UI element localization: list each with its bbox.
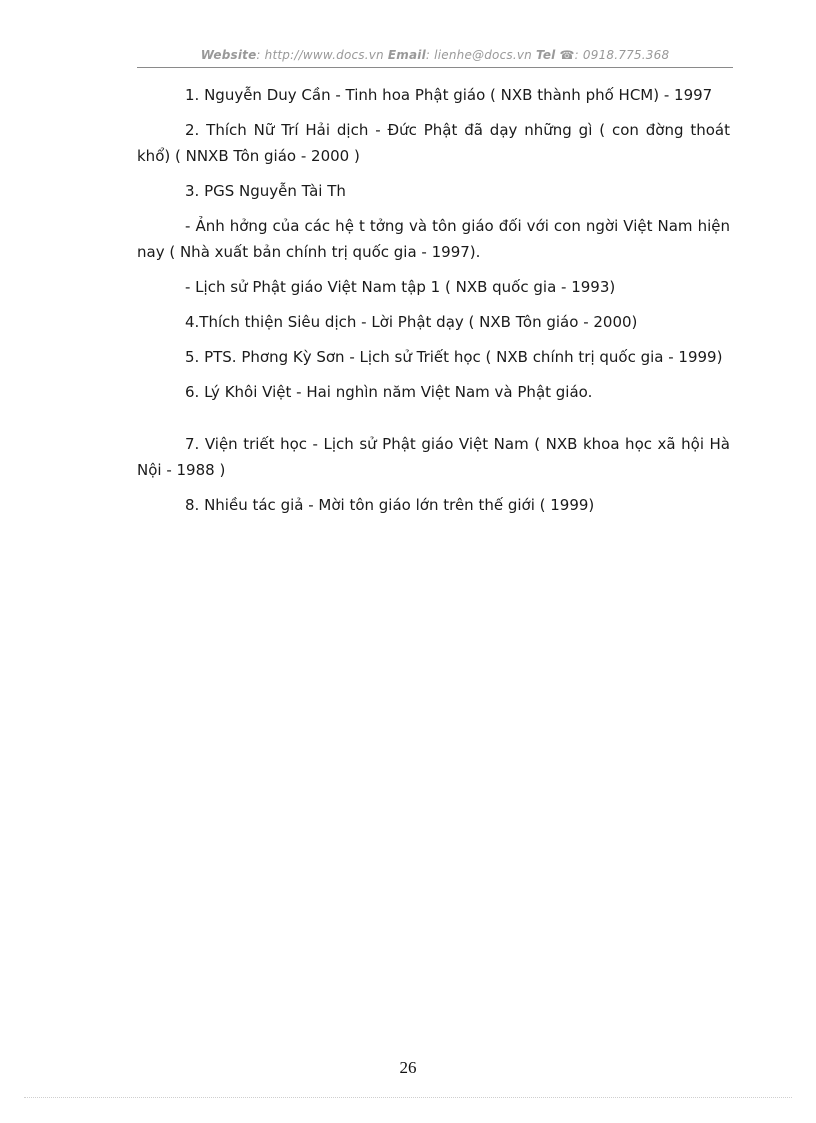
reference-item-8: 8. Nhiều tác giả - Mời tôn giáo lớn trên thế giới ( 1999) — [185, 496, 595, 514]
email-value: : lienhe@docs.vn — [425, 48, 532, 62]
website-value: : http://www.docs.vn — [256, 48, 384, 62]
email-label: Email — [387, 48, 426, 62]
website-label: Website — [200, 48, 257, 62]
phone-icon: ☎ — [555, 48, 575, 62]
reference-item-7: 7. Viện triết học - Lịch sử Phật giáo Việt Nam ( NXB khoa học xã hội Hà Nội - 1988 ) — [137, 435, 730, 479]
reference-item-4: 4.Thích thiện Siêu dịch - Lời Phật dạy ( NXB Tôn giáo - 2000) — [185, 313, 638, 331]
page-header — [137, 48, 733, 62]
reference-list — [137, 82, 730, 527]
reference-item-3: 3. PGS Nguyễn Tài Th — [185, 182, 346, 200]
reference-item-3a: - Ảnh hởng của các hệ t tởng và tôn giáo đối với con ngời Việt Nam hiện nay ( Nhà xuất bản chính trị quốc gia - 1997). — [137, 217, 730, 261]
reference-item-1: 1. Nguyễn Duy Cần - Tinh hoa Phật giáo ( NXB thành phố HCM) - 1997 — [185, 86, 713, 104]
page-number: 26 — [399, 1058, 417, 1077]
reference-item-5: 5. PTS. Phơng Kỳ Sơn - Lịch sử Triết học ( NXB chính trị quốc gia - 1999) — [185, 348, 723, 366]
reference-item-3b: - Lịch sử Phật giáo Việt Nam tập 1 ( NXB quốc gia - 1993) — [185, 278, 616, 296]
tel-label: Tel — [535, 48, 556, 62]
header-divider — [137, 67, 733, 68]
reference-item-2: 2. Thích Nữ Trí Hải dịch - Đức Phật đã dạy những gì ( con đờng thoát khổ) ( NNXB Tôn giáo - 2000 ) — [137, 121, 730, 165]
footer-divider — [24, 1097, 792, 1098]
reference-item-6: 6. Lý Khôi Việt - Hai nghìn năm Việt Nam và Phật giáo. — [185, 383, 593, 401]
tel-value: : 0918.775.368 — [574, 48, 670, 62]
